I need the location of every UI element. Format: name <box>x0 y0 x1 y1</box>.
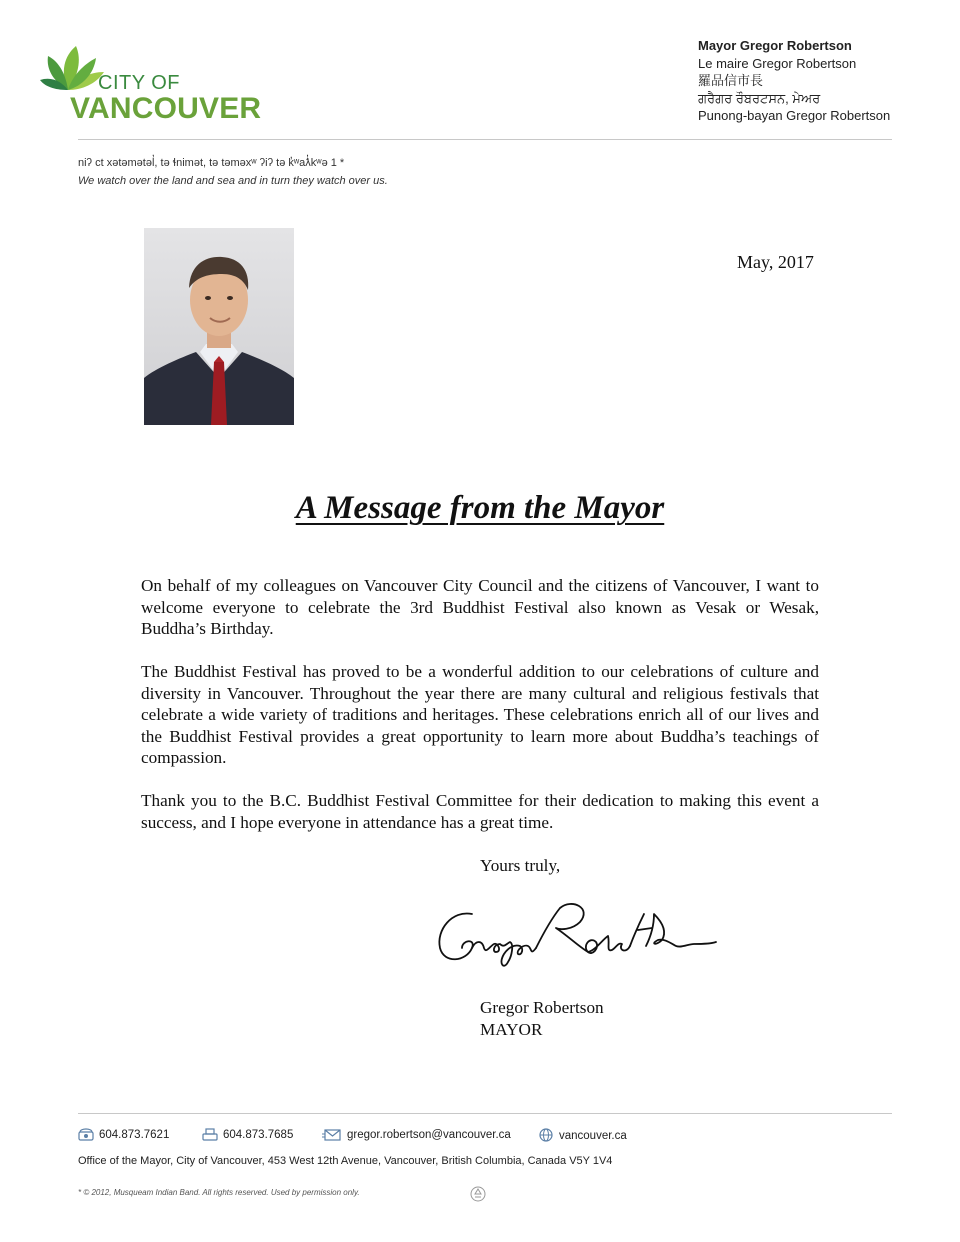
signer-block <box>480 997 604 1040</box>
motto-block <box>78 154 388 190</box>
logo-text-city-of: CITY OF <box>98 72 181 94</box>
mayor-name-punjabi: ਗਰੈਗਰ ਰੌਬਰਟਸਨ, ਮੇਅਰ <box>698 90 821 106</box>
mayor-name-french: Le maire Gregor Robertson <box>698 55 857 71</box>
letter-paragraph-3: Thank you to the B.C. Buddhist Festival Committee for their dedication to making this event a success, and I hope everyone in attendance has a great time. <box>141 791 819 832</box>
footer-website <box>538 1128 627 1142</box>
footer-fax <box>202 1128 293 1141</box>
copyright-notice: * © 2012, Musqueam Indian Band. All rights reserved. Used by permission only. <box>78 1188 360 1197</box>
signer-title: MAYOR <box>480 1019 543 1039</box>
mayor-name-filipino: Punong-bayan Gregor Robertson <box>698 108 891 123</box>
letter-date: May, 2017 <box>737 252 814 272</box>
fax-number[interactable]: 604.873.7685 <box>223 1129 294 1141</box>
motto-indigenous: niʔ ct xətəmətəl̓, tə ɬnimət, tə təməxʷ ʔiʔ tə k̓ʷaƛ̓kʷə 1 * <box>78 157 345 169</box>
globe-icon <box>538 1128 554 1142</box>
footer-email <box>322 1128 511 1141</box>
mayor-name-chinese: 羅品信市長 <box>698 73 764 88</box>
logo-text-vancouver: VANCOUVER <box>70 92 262 125</box>
footer-divider <box>78 1113 892 1114</box>
phone-icon <box>78 1128 94 1141</box>
email-address[interactable]: gregor.robertson@vancouver.ca <box>347 1129 511 1141</box>
website-link[interactable]: vancouver.ca <box>559 1130 627 1142</box>
header-divider <box>78 139 892 140</box>
mayor-name-english: Mayor Gregor Robertson <box>698 38 852 53</box>
mayor-names-block <box>698 37 890 125</box>
signer-name: Gregor Robertson <box>480 998 604 1017</box>
phone-number[interactable]: 604.873.7621 <box>99 1129 170 1141</box>
recycle-seal-icon <box>470 1186 486 1206</box>
letter-closing: Yours truly, <box>480 856 561 875</box>
motto-english: We watch over the land and sea and in turn they watch over us. <box>78 175 388 187</box>
mayor-portrait-photo <box>144 228 294 425</box>
letter-paragraph-1: On behalf of my colleagues on Vancouver City Council and the citizens of Vancouver, I want to welcome everyone to celebrate the 3rd Buddhist Festival also known as Vesak or Wesak, Buddha’s Birthday. <box>141 576 819 639</box>
footer-phone <box>78 1128 169 1141</box>
office-address: Office of the Mayor, City of Vancouver, 453 West 12th Avenue, Vancouver, British Columbia, Canada V5Y 1V4 <box>78 1155 613 1167</box>
fax-icon <box>202 1128 218 1141</box>
city-of-vancouver-logo <box>38 40 268 130</box>
handwritten-signature <box>432 900 722 980</box>
letter-paragraph-2: The Buddhist Festival has proved to be a wonderful addition to our celebrations of culture and diversity in Vancouver. Throughout the year there are many cultural and religious festivals that celebrate a wide variety of traditions and heritages. These celebrations enrich all of our lives and the Buddhist Festival provides a great opportunity to learn more about Buddha’s teachings of compassion. <box>141 662 819 768</box>
letter-title: A Message from the Mayor <box>295 490 665 526</box>
email-icon <box>322 1128 342 1141</box>
